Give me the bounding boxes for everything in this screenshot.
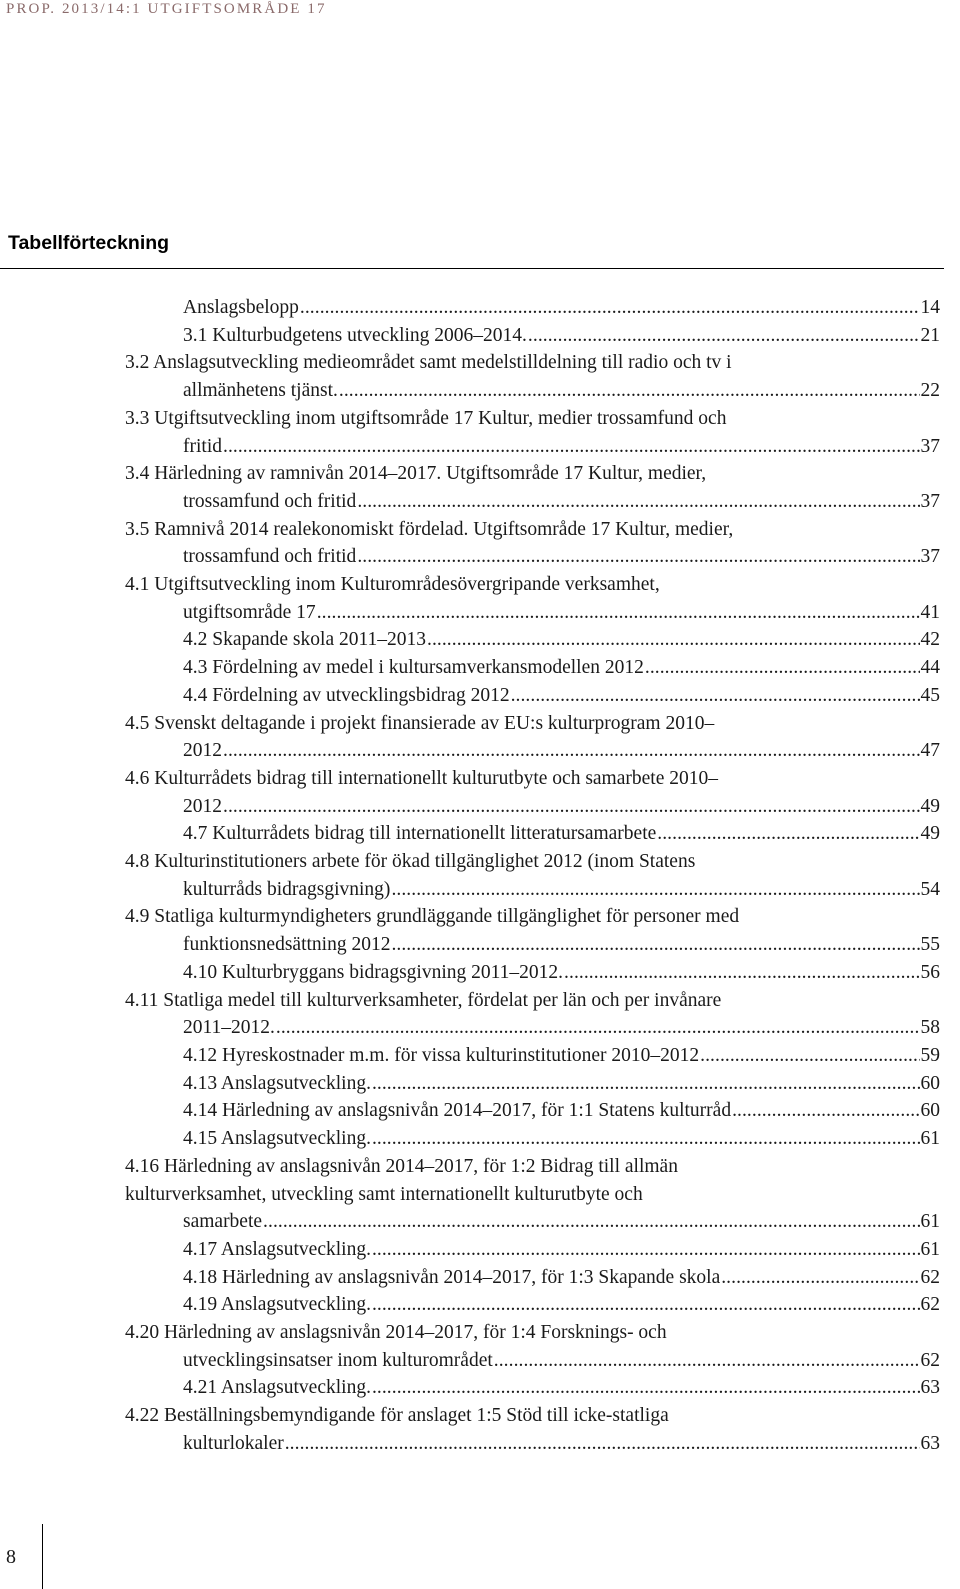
toc-entry-title: 4.13 Anslagsutveckling. — [183, 1072, 371, 1094]
dot-leader — [223, 793, 920, 821]
toc-entry[interactable] — [125, 571, 940, 626]
dot-leader — [223, 433, 920, 461]
toc-entry[interactable] — [125, 959, 940, 987]
toc-entry-line — [183, 1070, 940, 1098]
toc-entry-page: 61 — [920, 1128, 940, 1150]
toc-entry[interactable] — [125, 1236, 940, 1264]
dot-leader — [276, 1014, 920, 1042]
toc-entry[interactable] — [125, 1374, 940, 1402]
dot-leader — [372, 1291, 920, 1319]
toc-entry-title: utvecklingsinsatser inom kulturområdet — [183, 1349, 493, 1371]
toc-entry[interactable] — [125, 1291, 940, 1319]
toc-entry-page: 37 — [920, 490, 940, 512]
dot-leader — [357, 543, 919, 571]
footer-rule — [42, 1524, 43, 1589]
toc-entry-page: 62 — [920, 1294, 940, 1316]
dot-leader — [657, 820, 919, 848]
toc-entry[interactable] — [125, 1070, 940, 1098]
toc-entry[interactable] — [125, 1125, 940, 1153]
dot-leader — [339, 377, 920, 405]
dot-leader — [372, 1125, 920, 1153]
toc-entry-line — [183, 1097, 940, 1125]
toc-entry[interactable] — [125, 405, 940, 460]
toc-entry-page: 37 — [920, 546, 940, 568]
toc-entry-title-part: 3.3 Utgiftsutveckling inom utgiftsområde 17 Kultur, medier trossamfund och — [125, 407, 727, 429]
toc-entry-page: 44 — [920, 657, 940, 679]
toc-entry[interactable] — [125, 987, 940, 1042]
toc-entry[interactable] — [125, 710, 940, 765]
toc-entry-title: utgiftsområde 17 — [183, 601, 316, 623]
dot-leader — [564, 959, 919, 987]
toc-entry-title-part: kulturverksamhet, utveckling samt internationellt kulturutbyte och — [125, 1183, 643, 1205]
toc-entry-line — [183, 1291, 940, 1319]
toc-entry-title-part: 4.9 Statliga kulturmyndigheters grundläggande tillgänglighet för personer med — [125, 906, 740, 928]
dot-leader — [357, 488, 919, 516]
toc-entry-title: 3.1 Kulturbudgetens utveckling 2006–2014. — [183, 324, 527, 346]
toc-entry[interactable] — [125, 516, 940, 571]
toc-entry-line — [183, 1347, 940, 1375]
toc-entry-line — [183, 820, 940, 848]
toc-entry-title: funktionsnedsättning 2012 — [183, 934, 391, 956]
toc-entry[interactable] — [125, 1264, 940, 1292]
dot-leader — [732, 1097, 919, 1125]
toc-entry-title-part: 4.6 Kulturrådets bidrag till internationellt kulturutbyte och samarbete 2010– — [125, 767, 718, 789]
toc-entry-title-part: 3.2 Anslagsutveckling medieområdet samt medelstilldelning till radio och tv i — [125, 352, 732, 374]
dot-leader — [494, 1347, 920, 1375]
toc-entry-page: 60 — [920, 1100, 940, 1122]
dot-leader — [263, 1208, 919, 1236]
toc-entry-page: 37 — [920, 435, 940, 457]
toc-entry-title: 4.21 Anslagsutveckling. — [183, 1377, 371, 1399]
dot-leader — [511, 682, 920, 710]
toc-entry-title: fritid — [183, 435, 222, 457]
dot-leader — [391, 876, 919, 904]
toc-entry-page: 62 — [920, 1349, 940, 1371]
toc-entry-title: 4.14 Härledning av anslagsnivån 2014–2017, för 1:1 Statens kulturråd — [183, 1100, 732, 1122]
toc-entry-line — [183, 1264, 940, 1292]
toc-entry-page: 63 — [920, 1432, 940, 1454]
toc-entry[interactable] — [125, 1319, 940, 1374]
toc-entry[interactable] — [125, 1097, 940, 1125]
toc-entry-title: 4.4 Fördelning av utvecklingsbidrag 2012 — [183, 684, 510, 706]
toc-entry-page: 60 — [920, 1072, 940, 1094]
toc-entry-page: 61 — [920, 1211, 940, 1233]
dot-leader — [391, 931, 919, 959]
toc-entry-page: 58 — [920, 1017, 940, 1039]
toc-entry-title-part: 4.8 Kulturinstitutioners arbete för ökad tillgänglighet 2012 (inom Statens — [125, 851, 696, 873]
dot-leader — [372, 1374, 920, 1402]
toc-entry-title: 4.12 Hyreskostnader m.m. för vissa kulturinstitutioner 2010–2012 — [183, 1044, 700, 1066]
toc-entry[interactable] — [125, 294, 940, 322]
toc-entry[interactable] — [125, 820, 940, 848]
toc-entry-line — [183, 1208, 940, 1236]
toc-entry-line — [183, 1125, 940, 1153]
toc-list — [125, 294, 940, 1458]
dot-leader — [645, 654, 920, 682]
toc-entry[interactable] — [125, 765, 940, 820]
dot-leader — [427, 626, 920, 654]
toc-entry-line — [183, 793, 940, 821]
toc-entry-page: 22 — [920, 380, 940, 402]
toc-entry-page: 62 — [920, 1266, 940, 1288]
toc-entry-line — [183, 1374, 940, 1402]
toc-entry-title: Anslagsbelopp — [183, 297, 299, 318]
toc-entry-title-part: 4.20 Härledning av anslagsnivån 2014–2017, för 1:4 Forsknings- och — [125, 1322, 667, 1344]
toc-entry-title: 2012 — [183, 795, 222, 817]
toc-entry-page: 63 — [920, 1377, 940, 1399]
toc-entry-line — [183, 931, 940, 959]
toc-entry[interactable] — [125, 1153, 940, 1236]
toc-entry-page: 14 — [920, 297, 940, 318]
toc-entry[interactable] — [125, 1402, 940, 1457]
dot-leader — [285, 1430, 920, 1458]
toc-entry-page: 42 — [920, 629, 940, 651]
dot-leader — [372, 1236, 920, 1264]
toc-entry-line — [183, 1430, 940, 1458]
toc-entry[interactable] — [125, 626, 940, 654]
dot-leader — [317, 599, 920, 627]
dot-leader — [721, 1264, 919, 1292]
toc-entry-line — [183, 737, 940, 765]
toc-entry[interactable] — [125, 1042, 940, 1070]
toc-entry-title-part: 3.4 Härledning av ramnivån 2014–2017. Utgiftsområde 17 Kultur, medier, — [125, 463, 707, 485]
toc-entry-page: 61 — [920, 1238, 940, 1260]
dot-leader — [528, 322, 920, 350]
toc-entry-page: 47 — [920, 740, 940, 762]
toc-entry[interactable] — [125, 322, 940, 350]
toc-heading: Tabellförteckning — [8, 232, 170, 254]
toc-entry-page: 55 — [920, 934, 940, 956]
toc-entry-title: 4.19 Anslagsutveckling. — [183, 1294, 371, 1316]
toc-entry-line — [183, 599, 940, 627]
toc-entry-line — [183, 543, 940, 571]
toc-entry-title: allmänhetens tjänst. — [183, 380, 338, 402]
toc-entry-line — [183, 626, 940, 654]
toc-entry-line — [183, 959, 940, 987]
toc-entry[interactable] — [125, 349, 940, 404]
toc-entry-title-part: 4.22 Beställningsbemyndigande för anslaget 1:5 Stöd till icke-statliga — [125, 1405, 669, 1427]
toc-entry-title: 4.2 Skapande skola 2011–2013 — [183, 629, 426, 651]
toc-entry-page: 49 — [920, 823, 940, 845]
toc-entry-title: trossamfund och fritid — [183, 490, 357, 512]
toc-entry-title: 4.10 Kulturbryggans bidragsgivning 2011–2012. — [183, 961, 564, 983]
toc-entry-title-part: 4.16 Härledning av anslagsnivån 2014–2017, för 1:2 Bidrag till allmän — [125, 1155, 678, 1177]
toc-entry-line — [183, 654, 940, 682]
toc-entry-title-part: 4.11 Statliga medel till kulturverksamheter, fördelat per län och per invånare — [125, 989, 722, 1011]
dot-leader — [700, 1042, 919, 1070]
toc-entry-line — [183, 682, 940, 710]
heading-rule — [0, 268, 944, 269]
toc-entry[interactable] — [125, 848, 940, 903]
toc-entry-title: kulturråds bidragsgivning) — [183, 878, 391, 900]
toc-entry-title: kulturlokaler — [183, 1432, 284, 1454]
toc-entry-line — [183, 433, 940, 461]
toc-entry-title: 2012 — [183, 740, 222, 762]
running-header: PROP. 2013/14:1 UTGIFTSOMRÅDE 17 — [6, 1, 327, 17]
toc-entry[interactable] — [125, 460, 940, 515]
toc-entry-line — [183, 322, 940, 350]
toc-entry-title: 4.15 Anslagsutveckling. — [183, 1128, 371, 1150]
toc-entry-line — [183, 294, 940, 322]
toc-entry-page: 45 — [920, 684, 940, 706]
toc-entry-page: 56 — [920, 961, 940, 983]
toc-entry-page: 49 — [920, 795, 940, 817]
dot-leader — [223, 737, 920, 765]
toc-entry-line — [183, 488, 940, 516]
toc-entry-title: samarbete — [183, 1211, 263, 1233]
toc-entry-title: 4.18 Härledning av anslagsnivån 2014–2017, för 1:3 Skapande skola — [183, 1266, 721, 1288]
toc-entry[interactable] — [125, 903, 940, 958]
toc-entry-title: trossamfund och fritid — [183, 546, 357, 568]
toc-entry-line — [183, 377, 940, 405]
toc-entry-line — [183, 1042, 940, 1070]
page-number: 8 — [6, 1546, 16, 1568]
toc-entry-title-part: 4.5 Svenskt deltagande i projekt finansierade av EU:s kulturprogram 2010– — [125, 712, 715, 734]
toc-entry-title-part: 4.1 Utgiftsutveckling inom Kulturområdesövergripande verksamhet, — [125, 574, 660, 596]
toc-entry[interactable] — [125, 654, 940, 682]
dot-leader — [372, 1070, 920, 1098]
dot-leader — [300, 294, 920, 322]
toc-entry-title: 4.7 Kulturrådets bidrag till internationellt litteratursamarbete — [183, 823, 657, 845]
toc-entry-title: 4.3 Fördelning av medel i kultursamverkansmodellen 2012 — [183, 657, 644, 679]
toc-entry-title-part: 3.5 Ramnivå 2014 realekonomiskt fördelad. Utgiftsområde 17 Kultur, medier, — [125, 518, 734, 540]
toc-entry-page: 41 — [920, 601, 940, 623]
toc-entry-line — [183, 1014, 940, 1042]
toc-entry-title: 4.17 Anslagsutveckling. — [183, 1238, 371, 1260]
toc-entry-line — [183, 876, 940, 904]
toc-entry-page: 54 — [920, 878, 940, 900]
toc-entry-line — [183, 1236, 940, 1264]
toc-entry-page: 21 — [920, 324, 940, 346]
toc-entry-page: 59 — [920, 1044, 940, 1066]
toc-entry[interactable] — [125, 682, 940, 710]
toc-entry-title: 2011–2012. — [183, 1017, 275, 1039]
